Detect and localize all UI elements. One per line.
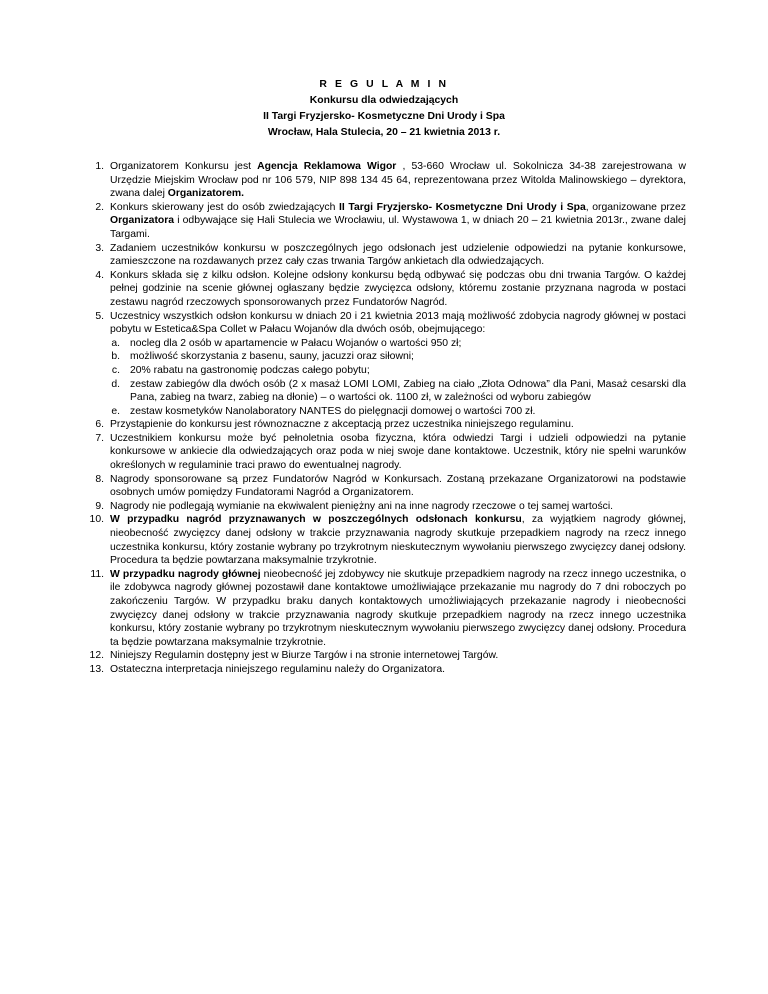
prize-item [110, 405, 686, 419]
rule-number: 1. [95, 161, 104, 172]
rule-text-segment: Organizatorem Konkursu jest [110, 161, 258, 172]
rule-text [110, 650, 498, 661]
document-title: R E G U L A M I N [319, 79, 449, 90]
prize-sublist [110, 337, 686, 419]
prize-item-text: nocleg dla 2 osób w apartamencie w Pałacu Wojanów o wartości 950 zł; [130, 337, 462, 349]
header-line-event: II Targi Fryzjersko- Kosmetyczne Dni Urody i Spa [263, 111, 505, 122]
rule-text-segment: Zadaniem uczestników konkursu w poszczególnych jego odsłonach jest udzielenie odpowiedzi na pytanie konkursowe, zamieszczone na rozdawanych przez cały czas trwania Targów ankietach dla odwiedzających. [110, 242, 686, 268]
rule-number: 13. [89, 663, 104, 675]
rule-text-bold: II Targi Fryzjersko- Kosmetyczne Dni Urody i Spa [338, 201, 586, 213]
rule-number: 5. [95, 310, 104, 322]
rule-number: 2. [95, 201, 104, 213]
prize-item [110, 378, 686, 405]
rule-item [82, 310, 686, 419]
rules-list [82, 160, 686, 677]
prize-item [110, 350, 686, 364]
rule-number: 7. [95, 432, 104, 444]
rule-item [82, 663, 686, 677]
rule-item [82, 649, 686, 663]
rule-number: 3. [95, 242, 104, 254]
rule-text-bold: W przypadku nagród przyznawanych w poszczególnych odsłonach konkursu [110, 514, 522, 526]
rule-item [82, 568, 686, 650]
rule-text [110, 270, 686, 308]
rule-text-segment: Nagrody sponsorowane są przez Fundatorów Nagród w Konkursach. Zostaną przekazane Organizatorowi na podstawie osobnych umów pomiędzy Fundatorami Nagród a Organizatorem. [110, 473, 686, 499]
prize-item-text: możliwość skorzystania z basenu, sauny, jacuzzi oraz siłowni; [130, 351, 414, 363]
rule-text-segment: Niniejszy Regulamin dostępny jest w Biurze Targów i na stronie internetowej Targów. [110, 650, 499, 662]
rule-text-bold: W przypadku nagrody głównej [110, 568, 261, 580]
rule-text [110, 569, 686, 648]
rule-text [110, 514, 686, 566]
rule-item [82, 500, 686, 514]
prize-item-letter: a. [111, 337, 120, 349]
prize-item-letter: c. [111, 364, 120, 376]
rule-number: 4. [95, 269, 104, 281]
prize-item [110, 337, 686, 351]
rule-text-segment: Konkurs składa się z kilku odsłon. Kolejne odsłony konkursu będą odbywać się podczas obu dni trwania Targów. O każdej pełnej godzinie na scenie głównej ogłaszany będzie zwycięzca odsłony, któremu zostanie przyznana nagroda w postaci zestawu nagród rzeczowych sponsorowanych przez Fundatorów Nagród. [110, 269, 686, 308]
rule-number: 12. [89, 650, 104, 662]
rule-text-segment: Nagrody nie podlegają wymianie na ekwiwalent pieniężny ani na inne nagrody rzeczowe o tej samej wartości. [110, 500, 614, 512]
rule-text-bold: Agencja Reklamowa Wigor [257, 161, 397, 172]
rule-text-bold: Organizatora [110, 215, 175, 227]
rule-number: 8. [95, 473, 104, 485]
rule-item [82, 432, 686, 473]
rule-text-segment: nieobecność jej zdobywcy nie skutkuje przepadkiem nagrody na rzecz innego uczestnika, o ile zdobywca nagrody głównej pozostawił dane kontaktowe umożliwiające przekazanie mu nagrody do 7 dni roboczych po zakończeniu Targów. W przypadku braku danych kontaktowych umożliwiających przekazanie nagrody i nieobecności zwycięzcy danej odsłony w trakcie przyznawania nagrody skutkuje przepadkiem nagrody na rzecz innego uczestnika konkursu, który zostanie wybrany po trzykrotnym nieskutecznym wywołaniu pierwszego zwycięzcy danej odsłony. Procedura ta będzie powtarzana maksymalnie trzykrotnie. [110, 568, 686, 648]
rule-text-segment: i odbywające się Hali Stulecia we Wrocławiu, ul. Wystawowa 1, w dniach 20 – 21 kwietnia 2013r., zwane dalej Targami. [110, 215, 686, 240]
header-line-contest: Konkursu dla odwiedzających [309, 95, 459, 106]
rule-text [110, 474, 686, 499]
rule-item [82, 160, 686, 201]
rule-item [82, 418, 686, 432]
rule-number: 11. [90, 568, 104, 580]
rule-text-segment: , za wyjątkiem nagrody głównej, nieobecność zwycięzcy danej odsłony w trakcie przyznawania nagrody skutkuje przepadkiem nagrody na rzecz innego uczestnika konkursu, który zostanie wybrany po trzykrotnym nieskutecznym wywołaniu pierwszego zwycięzcy danej odsłony. Procedura ta będzie powtarzana maksymalnie trzykrotnie. [110, 514, 686, 567]
rule-text-segment: Uczestnikiem konkursu może być pełnoletnia osoba fizyczna, która odwiedzi Targi i udzieli odpowiedzi na pytanie konkursowe w ankiecie dla odwiedzających oraz poda w niej swoje dane kontaktowe. Uczestnik, który nie spełni warunków określonych w regulaminie traci prawo do ewentualnej nagrody. [110, 432, 686, 472]
rule-text-segment: Przystąpienie do konkursu jest równoznaczne z akceptacją przez uczestnika niniejszego regulaminu. [110, 419, 574, 431]
rule-text-segment: Uczestnicy wszystkich odsłon konkursu w dniach 20 i 21 kwietnia 2013 mają możliwość zdobycia nagrody głównej w postaci pobytu w Estetica&Spa Collet w Pałacu Wojanów dla dwóch osób, obejmującego: [110, 310, 686, 336]
rule-item [82, 242, 686, 269]
rule-text [110, 161, 686, 199]
rule-text-segment: , 53-660 Wrocław ul. Sokolnicza 34-38 zarejestrowana w Urzędzie Miejskim Wrocław pod nr 106 579, NIP 898 134 45 64, reprezentowana przez Witolda Malinowskiego – dyrektora, zwana dalej [110, 161, 686, 200]
prize-item [110, 364, 686, 378]
rule-text [110, 243, 686, 268]
prize-item-letter: d. [111, 378, 120, 390]
rule-text-segment: , organizowane przez [585, 201, 686, 213]
rule-number: 9. [95, 500, 104, 512]
rule-text-segment: Ostateczna interpretacja niniejszego regulaminu należy do Organizatora. [110, 663, 445, 675]
prize-item-letter: e. [111, 405, 120, 417]
rule-number: 6. [95, 419, 104, 431]
prize-item-letter: b. [111, 351, 120, 363]
rule-item [82, 473, 686, 500]
rule-item [82, 201, 686, 242]
prize-item-text: 20% rabatu na gastronomię podczas całego pobytu; [130, 364, 370, 376]
prize-item-text: zestaw kosmetyków Nanolaboratory NANTES do pielęgnacji domowej o wartości 700 zł. [130, 405, 536, 417]
rule-number: 10. [89, 514, 104, 526]
rule-text [110, 664, 445, 675]
rule-text-bold: Organizatorem. [167, 188, 244, 200]
rule-text [110, 202, 686, 240]
rule-text [110, 311, 686, 336]
rule-text [110, 419, 574, 430]
rule-text [110, 501, 613, 512]
rule-text-segment: Konkurs skierowany jest do osób zwiedzających [110, 201, 339, 213]
rule-text [110, 433, 686, 471]
rule-item [82, 513, 686, 567]
header-line-venue: Wrocław, Hala Stulecia, 20 – 21 kwietnia 2013 r. [267, 127, 501, 138]
document-header [0, 77, 768, 141]
rule-item [82, 269, 686, 310]
prize-item-text: zestaw zabiegów dla dwóch osób (2 x masaż LOMI LOMI, Zabieg na ciało „Złota Odnowa” dla Pani, Masaż cesarski dla Pana, zabieg na twarz, zabieg na dłonie) – o wartości ok. 1100 zł, w zależności od wyboru zabiegów [130, 378, 686, 404]
